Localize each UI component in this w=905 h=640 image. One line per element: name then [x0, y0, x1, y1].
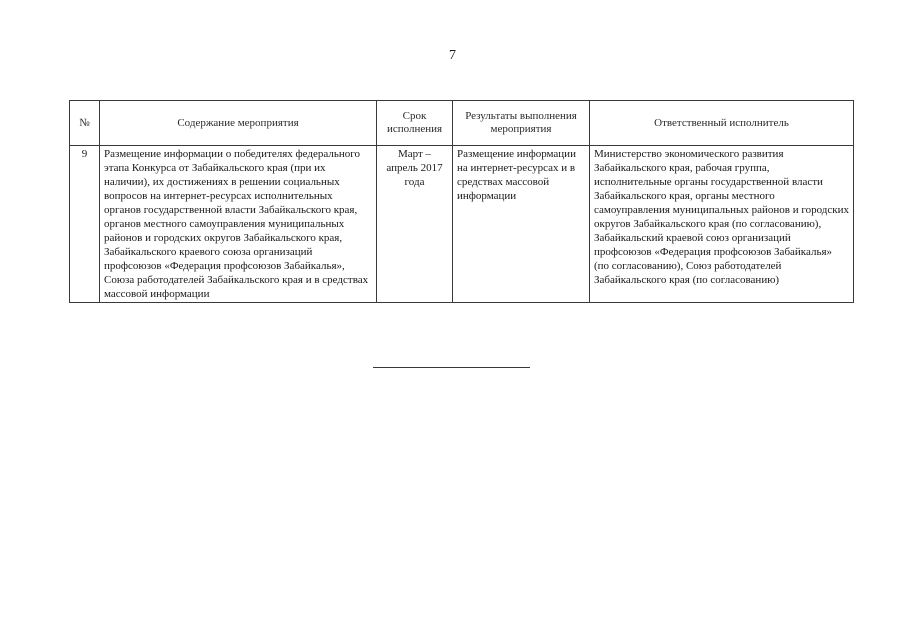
table-header-row	[70, 101, 854, 146]
header-number: №	[70, 101, 100, 146]
closing-rule	[373, 367, 530, 368]
row-number: 9	[70, 146, 100, 303]
row-term: Март – апрель 2017 года	[377, 146, 453, 303]
header-responsible: Ответственный исполнитель	[590, 101, 854, 146]
page-number: 7	[449, 48, 456, 63]
header-term: Срок исполнения	[377, 101, 453, 146]
table-row	[70, 146, 854, 303]
row-result: Размещение информации на интернет-ресурсах и в средствах массовой информации	[453, 146, 590, 303]
header-result: Результаты выполнения мероприятия	[453, 101, 590, 146]
activities-table	[69, 100, 854, 303]
row-responsible: Министерство экономического развития Забайкальского края, рабочая группа, исполнительные органы государственной власти Забайкальского края, органы местного самоуправления муниципальных районов и городских округов Забайкальского края (по согласованию), Забайкальский краевой союз организаций профсоюзов «Федерация профсоюзов Забайкалья» (по согласованию), Союз работодателей Забайкальского края (по согласованию)	[590, 146, 854, 303]
header-content: Содержание мероприятия	[100, 101, 377, 146]
row-content: Размещение информации о победителях федерального этапа Конкурса от Забайкальского края (при их наличии), их достижениях в решении социальных вопросов на интернет-ресурсах исполнительных органов государственной власти Забайкальского края, органов местного самоуправления муниципальных районов и городских округов Забайкальского края, Забайкальского краевого союза организаций профсоюзов «Федерация профсоюзов Забайкалья», Союза работодателей Забайкальского края и в средствах массовой информации	[100, 146, 377, 303]
